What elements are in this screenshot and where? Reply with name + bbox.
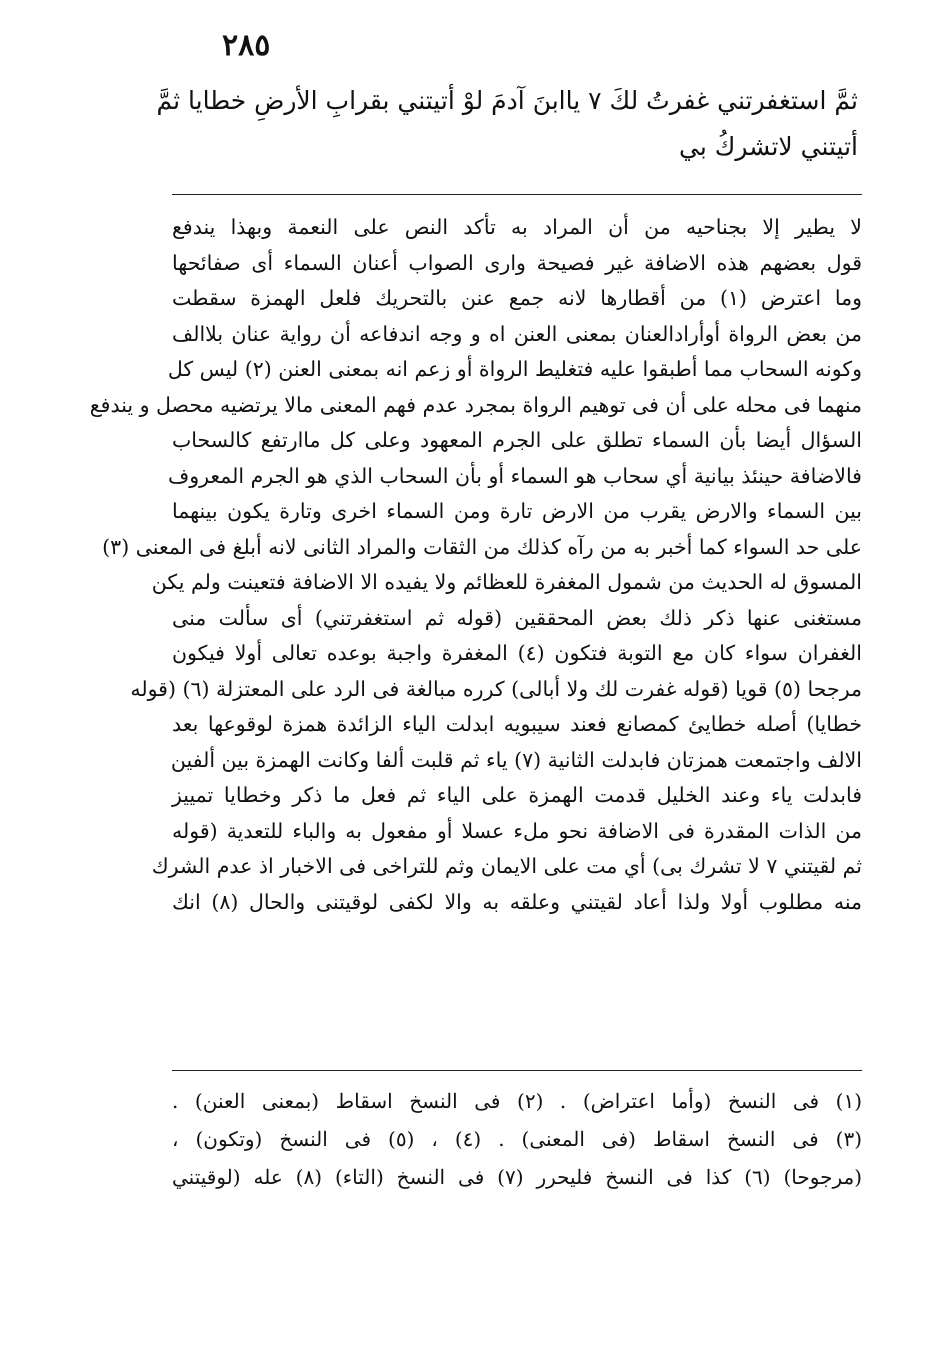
commentary-line: ثم لقيتني ٧ لا تشرك بى) أي مت على الايمان وثم للتراخى فى الاخبار اذ عدم الشرك: [151, 854, 862, 878]
commentary-line: وكونه السحاب مما أطبقوا عليه فتغليط الرواة أو زعم انه بمعنى العنن (٢) ليس كل: [167, 357, 862, 381]
commentary-line: خطايا) أصله خطايئ كمصانع فعند سيبويه ابدلت الياء الزائدة همزة لوقوعها بعد: [172, 712, 862, 736]
commentary-line: فابدلت ياء وعند الخليل قدمت الهمزة على الياء ثم فعل ما ذكر وخطايا تمييز: [172, 783, 862, 807]
commentary-line: منهما فى محله على أن فى توهيم الرواة بمجرد عدم فهم المعنى مالا يرتضيه محصل و يندفع: [89, 392, 862, 417]
commentary-line: مستغنى عنها ذكر ذلك بعض المحققين (قوله ثم استغفرتني) أى سألت منى: [172, 605, 862, 630]
footnote-divider: [172, 1070, 862, 1071]
hadith-line: ثمَّ استغفرتني غفرتُ لكَ ٧ ياابنَ آدمَ لوْ أتيتني بقرابِ الأرضِ خطايا ثمَّ: [156, 86, 858, 115]
commentary-line: المسوق له الحديث من شمول المغفرة للعظائم ولا يفيده الا الاضافة فتعينت ولم يكن: [151, 570, 862, 594]
commentary-line: على حد السواء كما أخبر به من رآه كذلك من الثقات والمراد الثانى لانه أبلغ فى المعنى (٣): [102, 534, 862, 559]
commentary-line: لا يطير إلا بجناحيه من أن المراد به تأكد النص على النعمة وبهذا يندفع: [172, 215, 862, 239]
commentary-line: من الذات المقدرة فى الاضافة نحو ملء عسلا أو مفعول به والباء للتعدية (قوله: [172, 818, 862, 843]
commentary-line: بين السماء والارض يقرب من الارض تارة ومن السماء اخرى وتارة يكون بينهما: [172, 499, 862, 523]
footnote-line: (٣) فى النسخ اسقاط (فى المعنى) . (٤) ، (٥) فى النسخ (وتكون) ،: [172, 1127, 863, 1151]
footnote-line: (مرجوحا) (٦) كذا فى النسخ فليحرر (٧) فى النسخ (التاء) (٨) عله (لوقيتني: [172, 1165, 862, 1189]
top-divider: [172, 194, 862, 195]
commentary-text: [89, 210, 862, 920]
commentary-line: السؤال أيضا بأن السماء تطلق على الجرم المعهود وعلى كل ماارتفع كالسحاب: [172, 428, 862, 452]
commentary-line: من بعض الرواة أوأرادالعنان بمعنى العنن اه و وجه اندفاعه أن رواية عنان بلاالف: [172, 321, 862, 346]
page-number: ٢٨٥: [222, 28, 271, 63]
commentary-line: فالاضافة حينئذ بيانية أي سحاب هو السماء أو بأن السحاب الذي هو الجرم المعروف: [167, 463, 862, 488]
footnotes: [172, 1082, 862, 1196]
commentary-line: وما اعترض (١) من أقطارها لانه جمع عنن بالتحريك فلعل الهمزة سقطت: [172, 286, 862, 310]
hadith-line: أتيتني لاتشركُ بي: [679, 132, 858, 161]
commentary-line: منه مطلوب أولا ولذا أعاد لقيتني وعلقه به والا لكفى لوقيتنى والحال (٨) انك: [172, 889, 862, 914]
commentary-line: الغفران سواء كان مع التوبة فتكون (٤) المغفرة واجبة بوعده تعالى أولا فيكون: [172, 641, 862, 665]
hadith-text: [156, 78, 858, 170]
commentary-line: قول بعضهم هذه الاضافة غير فصيحة وارى الصواب أعنان السماء أى صفائحها: [172, 250, 862, 275]
footnote-line: (١) فى النسخ (وأما اعتراض) . (٢) فى النسخ اسقاط (بمعنى العنن) .: [172, 1089, 862, 1113]
commentary-line: الالف واجتمعت همزتان فابدلت الثانية (٧) ياء ثم قلبت ألفا وكانت الهمزة بين ألفين: [170, 747, 862, 772]
commentary-line: مرجحا (٥) قويا (قوله غفرت لك ولا أبالى) كرره مبالغة فى الرد على المعتزلة (٦) (قوله: [130, 676, 862, 701]
